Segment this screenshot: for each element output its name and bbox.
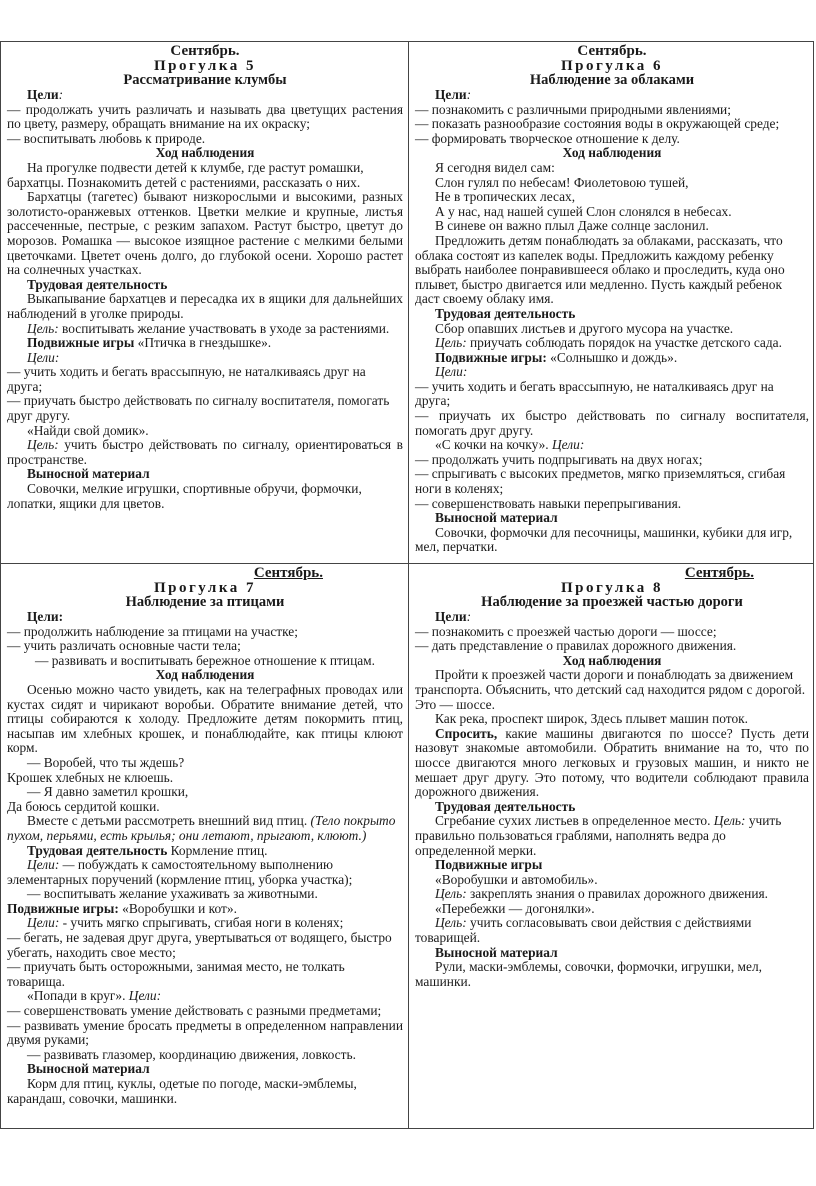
material-heading: Выносной материал [435,510,558,526]
walk-number: Прогулка 7 [153,580,257,596]
goals-label: Цели: [27,915,60,931]
month-heading [7,566,403,581]
goal-item: — приучать их быстро действовать по сигналу воспитателя, помогать друг другу. [415,408,809,438]
goals-line [7,88,403,103]
observation-text: На прогулке подвести детей к клумбе, где растут ромашки, бархатцы. Познакомить детей с растениями, рассказать о них. [7,159,364,190]
goal-label: Цели: — [27,857,75,873]
games-goals-label: Цели: [435,364,468,380]
poem-line: Не в тропических лесах, [435,189,576,205]
goals-label: Цели: [552,437,585,453]
goals-colon: : [58,87,64,102]
poem-line: — Я давно заметил крошки, [27,784,189,800]
goal-text: учить правильно пользоваться граблями, наполнять ведра до определенной мерки. [415,813,782,858]
game-name: «С кочки на кочку». [435,437,553,453]
labor-heading: Трудовая деятельность [435,798,576,814]
goal-text: - учить мягко спрыгивать, сгибая ноги в коленях; [59,915,344,931]
goal-text: учить быстро действовать по сигналу, ориентироваться в пространстве. [7,437,403,467]
walk-5-cell [1,42,409,564]
labor-text: Кормление птиц. [167,842,268,858]
goals-line [415,88,809,103]
poem-line: Я сегодня видел сам: [435,159,555,175]
goal-label: Цель: [27,437,59,453]
observation-text: Предложить детям понаблюдать за облаками, рассказать, что облака состоят из капелек воды. Предложить каждому ребенку выбрать наиболее понравившееся облако и проследить, куда оно плывет, быстро двигается или медленно. Пусть каждый ребенок даст своему облаку имя. [415,232,785,307]
walk-number: Прогулка 5 [153,58,257,74]
games-heading: Подвижные игры [435,857,543,873]
ask-label: Спросить, [435,725,498,741]
games-line [7,336,403,351]
goal-item: — показать разнообразие состояния воды в окружающей среде; [415,116,780,132]
walk-6-cell [409,42,814,564]
labor-goal [7,858,403,887]
game2-line [415,438,809,453]
walk-title: Рассматривание клумбы [123,72,287,88]
walk-number: Прогулка 6 [560,58,664,74]
month-text: Сентябрь. [684,565,754,581]
goals-label: Цели: [128,988,162,1004]
month-heading [415,566,809,581]
game-name: «Перебежки — догонялки». [435,900,595,916]
observation-text: Пройти к проезжей части дороги и понаблюдать за движением транспорта. Объяснить, что детский сад находится рядом с дорогой. Это — шоссе. [415,667,806,712]
goal-item: — воспитывать любовь к природе. [7,130,206,146]
goal-item: — развивать глазомер, координацию движения, ловкость. [27,1046,356,1062]
game-name: «Найди свой домик». [27,422,149,438]
material-text: Корм для птиц, куклы, одетые по погоде, маски-эмблемы, карандаш, совочки, машинки. [7,1076,357,1106]
labor-heading: Трудовая деятельность [27,276,168,292]
material-text: Совочки, мелкие игрушки, спортивные обручи, формочки, лопатки, ящики для цветов. [7,481,362,511]
poem-line: Слон гулял по небесам! Фиолетовою тушей, [435,174,689,190]
material-text: Рули, маски-эмблемы, совочки, формочки, игрушки, мел, машинки. [415,959,762,989]
game-name: «Попади в круг». [27,988,129,1004]
labor-heading: Трудовая деятельность [27,842,168,858]
goal-text: побуждать к самостоятельному выполнению элементарных поручений (кормление птиц, уборка участка); [7,857,353,887]
goal-text: закреплять знания о правилах дорожного движения. [466,886,768,902]
labor-heading: Трудовая деятельность [435,305,576,321]
goal-item: — развивать и воспитывать бережное отношение к птицам. [34,652,375,668]
goal-label: Цель: [435,915,467,931]
observation-sentence: Вместе с детьми рассмотреть внешний вид птиц. [27,813,311,829]
game-goal [415,887,809,902]
game-name: «Воробушки и автомобиль». [435,871,598,887]
games-heading: Подвижные игры [27,335,135,351]
month-heading: Сентябрь. [577,43,647,59]
game-goal [415,916,809,945]
goal-item: — познакомить с различными природными явлениями; [415,101,731,117]
goal-item: — учить различать основные части тела; [7,638,241,654]
goal-label: Цель: [435,886,467,902]
goal-item: — совершенствовать навыки перепрыгивания. [415,495,682,511]
month-heading: Сентябрь. [170,43,240,59]
walk-number: Прогулка 8 [560,580,664,596]
month-text: Сентябрь. [253,565,323,581]
goals-colon: : [466,87,472,102]
goals-line [415,610,809,625]
goal-label: Цель: [27,320,59,336]
goal-text: приучать соблюдать порядок на участке детского сада. [466,335,782,351]
walk-title: Наблюдение за птицами [125,594,285,610]
games-goal [7,916,403,931]
game-name: «Солнышко и дождь». [546,349,678,365]
walk-plan-table [0,41,814,1129]
poem-line: Да боюсь сердитой кошки. [7,798,160,814]
poem-line: А у нас, над нашей сушей Слон слонялся в небесах. [435,203,732,219]
walk-8-cell [409,564,814,1128]
goal-item: — продолжать учить различать и называть два цветущих растения по цвету, размеру, обращать внимание на их окраску; [7,101,403,132]
goals-colon: : [466,609,472,624]
material-heading: Выносной материал [27,466,150,482]
goal-item: — продолжить наблюдение за птицами на участке; [7,623,298,639]
game-goal [7,438,403,467]
goal-item: — воспитывать желание ухаживать за животными. [27,886,318,902]
game2-line [7,989,403,1004]
games-heading: Подвижные игры: [7,900,119,916]
observation-text [7,814,403,843]
observation-heading: Ход наблюдения [155,667,255,683]
labor-text [415,814,809,858]
goal-item: — учить ходить и бегать врассыпную, не наталкиваясь друг на друга; [415,378,774,409]
observation-text: Осенью можно часто увидеть, как на телеграфных проводах или кустах сидят и чирикают воробьи. Обратите внимание детей, что птицы собираются к холоду. Предложите детям покормить птиц, насыпав им хлебных крошек, и понаблюдайте, как птицы клюют корм. [7,681,403,756]
observation-heading: Ход наблюдения [562,145,662,161]
poem-line: В синеве он важно плыл Даже солнце заслонил. [435,218,709,234]
material-heading: Выносной материал [435,944,558,960]
labor-text: Сбор опавших листьев и другого мусора на участке. [435,320,734,336]
goal-item: — формировать творческое отношение к делу. [415,130,680,146]
observation-heading: Ход наблюдения [155,145,255,161]
games-goals-label: Цели: [27,349,60,365]
poem-line: Крошек хлебных не клюешь. [7,769,174,785]
goal-item: — развивать умение бросать предметы в определенном направлении двумя руками; [7,1017,403,1048]
observation-heading: Ход наблюдения [562,652,662,668]
goal-item: — продолжать учить подпрыгивать на двух ногах; [415,451,703,467]
goal-item: — бегать, не задевая друг друга, увертываться от водящего, быстро убегать, находить свое место; [7,930,392,960]
material-text: Совочки, формочки для песочницы, машинки, кубики для игр, мел, перчатки. [415,524,793,555]
goal-item: — учить ходить и бегать врассыпную, не наталкиваясь друг на друга; [7,364,366,394]
walk-title: Наблюдение за проезжей частью дороги [481,594,743,610]
observation-text: Как река, проспект широк, Здесь плывет машин поток. [435,711,748,727]
labor-sentence: Сгребание сухих листьев в определенное место. [435,813,714,829]
labor-goal [7,322,403,337]
goals-label: Цели [27,87,59,102]
goal-item: — приучать быстро действовать по сигналу воспитателя, помогать друг другу. [7,393,390,424]
ask-text: какие машины двигаются по шоссе? Пусть дети назовут знакомые автомобили. Обратить внимание на то, что по шоссе двигаются много легковых и грузовых машин, и никто не мешает друг другу. Это потому, что водители соблюдают правила дорожного движения. [415,725,809,800]
games-line [415,351,809,366]
observation-note: (Тело покрыто пухом, перьями, есть крылья; они летают, прыгают, клюют.) [7,813,396,843]
observation-text [415,727,809,800]
goal-text: воспитывать желание участвовать в уходе за растениями. [58,320,390,336]
goal-text: учить согласовывать свои действия с действиями товарищей. [415,915,752,946]
walk-title: Наблюдение за облаками [529,72,695,88]
games-heading: Подвижные игры: [435,349,547,365]
goals-label: Цели [435,609,467,624]
goal-label: Цель: [713,813,746,829]
goal-item: — спрыгивать с высоких предметов, мягко приземляться, сгибая ноги в коленях; [415,466,786,497]
game-name: «Птичка в гнездышке». [134,335,272,351]
labor-goal [415,336,809,351]
games-line [7,902,403,917]
observation-text: Бархатцы (тагетес) бывают низкорослыми и высокими, разных золотисто-оранжевых оттенков. Цветки мелкие и крупные, листья рассеченные, пестрые, с резким запахом. Растут быстро, цветут до морозов. Ромашка — высокое изящное растение с мелкими белыми цветочками. Цветет очень долго, до глубокой осени. Хорошо растет на солнечных участках. [7,189,403,278]
goal-item: — дать представление о правилах дорожного движения. [415,638,737,654]
goals-label: Цели [435,87,467,102]
game-name: «Воробушки и кот». [118,900,237,916]
goal-item: — приучать быть осторожными, занимая место, не толкать товарища. [7,959,345,989]
material-heading: Выносной материал [27,1061,150,1077]
goal-item: — познакомить с проезжей частью дороги — шоссе; [415,623,717,639]
labor-text: Выкапывание бархатцев и пересадка их в ящики для дальнейших наблюдений в уголке природы. [7,291,403,321]
poem-line: — Воробей, что ты ждешь? [27,754,185,770]
labor-line [7,844,403,859]
goals-label: Цели: [27,609,64,624]
goal-label: Цель: [435,335,467,351]
walk-7-cell [1,564,409,1128]
goal-item: — совершенствовать умение действовать с разными предметами; [7,1003,382,1019]
